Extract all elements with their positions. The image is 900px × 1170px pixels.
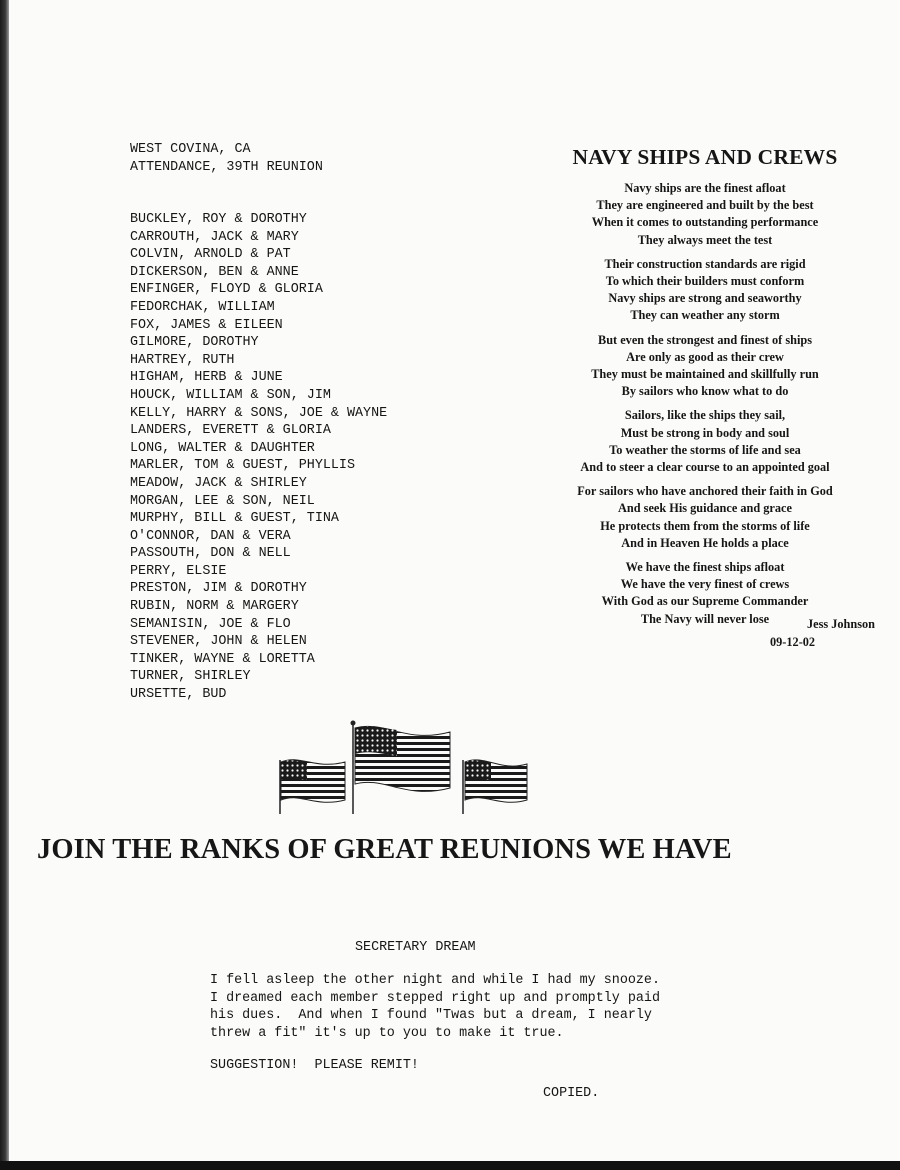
attendee-name: HIGHAM, HERB & JUNE	[130, 370, 283, 386]
dream-line: threw a fit" it's up to you to make it true.	[210, 1025, 564, 1041]
attendee-name: TURNER, SHIRLEY	[130, 669, 251, 685]
poem-line: To weather the storms of life and sea	[609, 442, 801, 457]
attendee-name: FOX, JAMES & EILEEN	[130, 317, 283, 333]
poem-stanza	[520, 407, 890, 476]
poem-line: When it comes to outstanding performance	[591, 215, 819, 230]
attendee-name: RUBIN, NORM & MARGERY	[130, 599, 299, 615]
poem-stanza	[520, 483, 890, 552]
poem	[520, 145, 890, 649]
poem-line: Their construction standards are rigid	[604, 256, 806, 271]
attendee-name: PRESTON, JIM & DOROTHY	[130, 581, 307, 597]
attendee-name: CARROUTH, JACK & MARY	[130, 229, 299, 245]
attendee-name: MEADOW, JACK & SHIRLEY	[130, 475, 307, 491]
attendee-name: COLVIN, ARNOLD & PAT	[130, 247, 291, 263]
attendee-name: MORGAN, LEE & SON, NEIL	[130, 493, 315, 509]
attendee-name: HOUCK, WILLIAM & SON, JIM	[130, 387, 331, 403]
attendee-names	[130, 211, 450, 704]
poem-line: Are only as good as their crew	[626, 349, 784, 364]
poem-stanza	[520, 332, 890, 401]
attendee-name: KELLY, HARRY & SONS, JOE & WAYNE	[130, 405, 388, 421]
poem-line: But even the strongest and finest of ships	[598, 332, 812, 347]
american-flags-icon	[275, 718, 535, 818]
attendee-name: STEVENER, JOHN & HELEN	[130, 634, 307, 650]
attendee-name: SEMANISIN, JOE & FLO	[130, 616, 291, 632]
attendance-location: WEST COVINA, CA	[130, 142, 251, 157]
attendee-name: PASSOUTH, DON & NELL	[130, 546, 291, 562]
attendee-name: MURPHY, BILL & GUEST, TINA	[130, 511, 339, 527]
dream-line: I dreamed each member stepped right up and promptly paid	[210, 990, 660, 1006]
poem-line: For sailors who have anchored their faith in God	[577, 484, 833, 499]
dream-suggestion: SUGGESTION! PLEASE REMIT!	[210, 1058, 419, 1073]
poem-line: Navy ships are the finest afloat	[624, 181, 786, 195]
dream-body	[210, 972, 770, 1042]
poem-line: Navy ships are strong and seaworthy	[608, 291, 802, 306]
poem-line: By sailors who know what to do	[621, 384, 789, 399]
poem-line: They always meet the test	[637, 232, 773, 247]
poem-line: And to steer a clear course to an appointed goal	[580, 460, 830, 475]
join-banner: JOIN THE RANKS OF GREAT REUNIONS WE HAVE	[37, 834, 732, 865]
attendee-name: GILMORE, DOROTHY	[130, 335, 259, 351]
dream-line: I fell asleep the other night and while I had my snooze.	[210, 973, 660, 988]
poem-author: Jess Johnson	[807, 617, 875, 631]
poem-line: We have the very finest of crews	[620, 577, 790, 592]
dream-title: SECRETARY DREAM	[355, 940, 476, 955]
poem-line: He protects them from the storms of life	[600, 518, 810, 533]
attendee-name: O'CONNOR, DAN & VERA	[130, 528, 291, 544]
attendee-name: URSETTE, BUD	[130, 687, 227, 703]
poem-line: Sailors, like the ships they sail,	[624, 408, 786, 423]
page-left-edge	[0, 0, 9, 1170]
poem-title: NAVY SHIPS AND CREWS	[572, 145, 838, 169]
attendee-name: LANDERS, EVERETT & GLORIA	[130, 423, 331, 439]
poem-line: With God as our Supreme Commander	[601, 594, 809, 609]
dream-copied: COPIED.	[543, 1086, 600, 1101]
attendee-name: DICKERSON, BEN & ANNE	[130, 264, 299, 280]
attendance-list	[130, 141, 450, 704]
poem-line: They are engineered and built by the best	[596, 198, 814, 213]
poem-line: They must be maintained and skillfully run	[591, 367, 819, 382]
poem-line: And seek His guidance and grace	[618, 501, 792, 516]
poem-stanza	[520, 256, 890, 325]
poem-line: And in Heaven He holds a place	[621, 535, 789, 550]
poem-date: 09-12-02	[770, 635, 816, 649]
poem-stanza	[520, 180, 890, 249]
poem-line: We have the finest ships afloat	[625, 560, 785, 575]
attendee-name: PERRY, ELSIE	[130, 563, 227, 579]
attendee-name: LONG, WALTER & DAUGHTER	[130, 440, 315, 456]
dream-line: his dues. And when I found "Twas but a dream, I nearly	[210, 1008, 652, 1023]
poem-line: Must be strong in body and soul	[620, 425, 790, 440]
attendee-name: MARLER, TOM & GUEST, PHYLLIS	[130, 458, 355, 474]
attendee-name: BUCKLEY, ROY & DOROTHY	[130, 212, 307, 227]
attendee-name: ENFINGER, FLOYD & GLORIA	[130, 282, 323, 298]
page-bottom-edge	[0, 1161, 900, 1170]
poem-line: They can weather any storm	[630, 308, 780, 323]
attendee-name: HARTREY, RUTH	[130, 352, 235, 368]
attendee-name: FEDORCHAK, WILLIAM	[130, 299, 275, 315]
poem-stanzas	[520, 180, 890, 628]
poem-line: To which their builders must conform	[605, 274, 805, 289]
attendee-name: TINKER, WAYNE & LORETTA	[130, 651, 315, 667]
poem-line: The Navy will never lose	[640, 611, 770, 626]
attendance-heading: ATTENDANCE, 39TH REUNION	[130, 160, 323, 175]
